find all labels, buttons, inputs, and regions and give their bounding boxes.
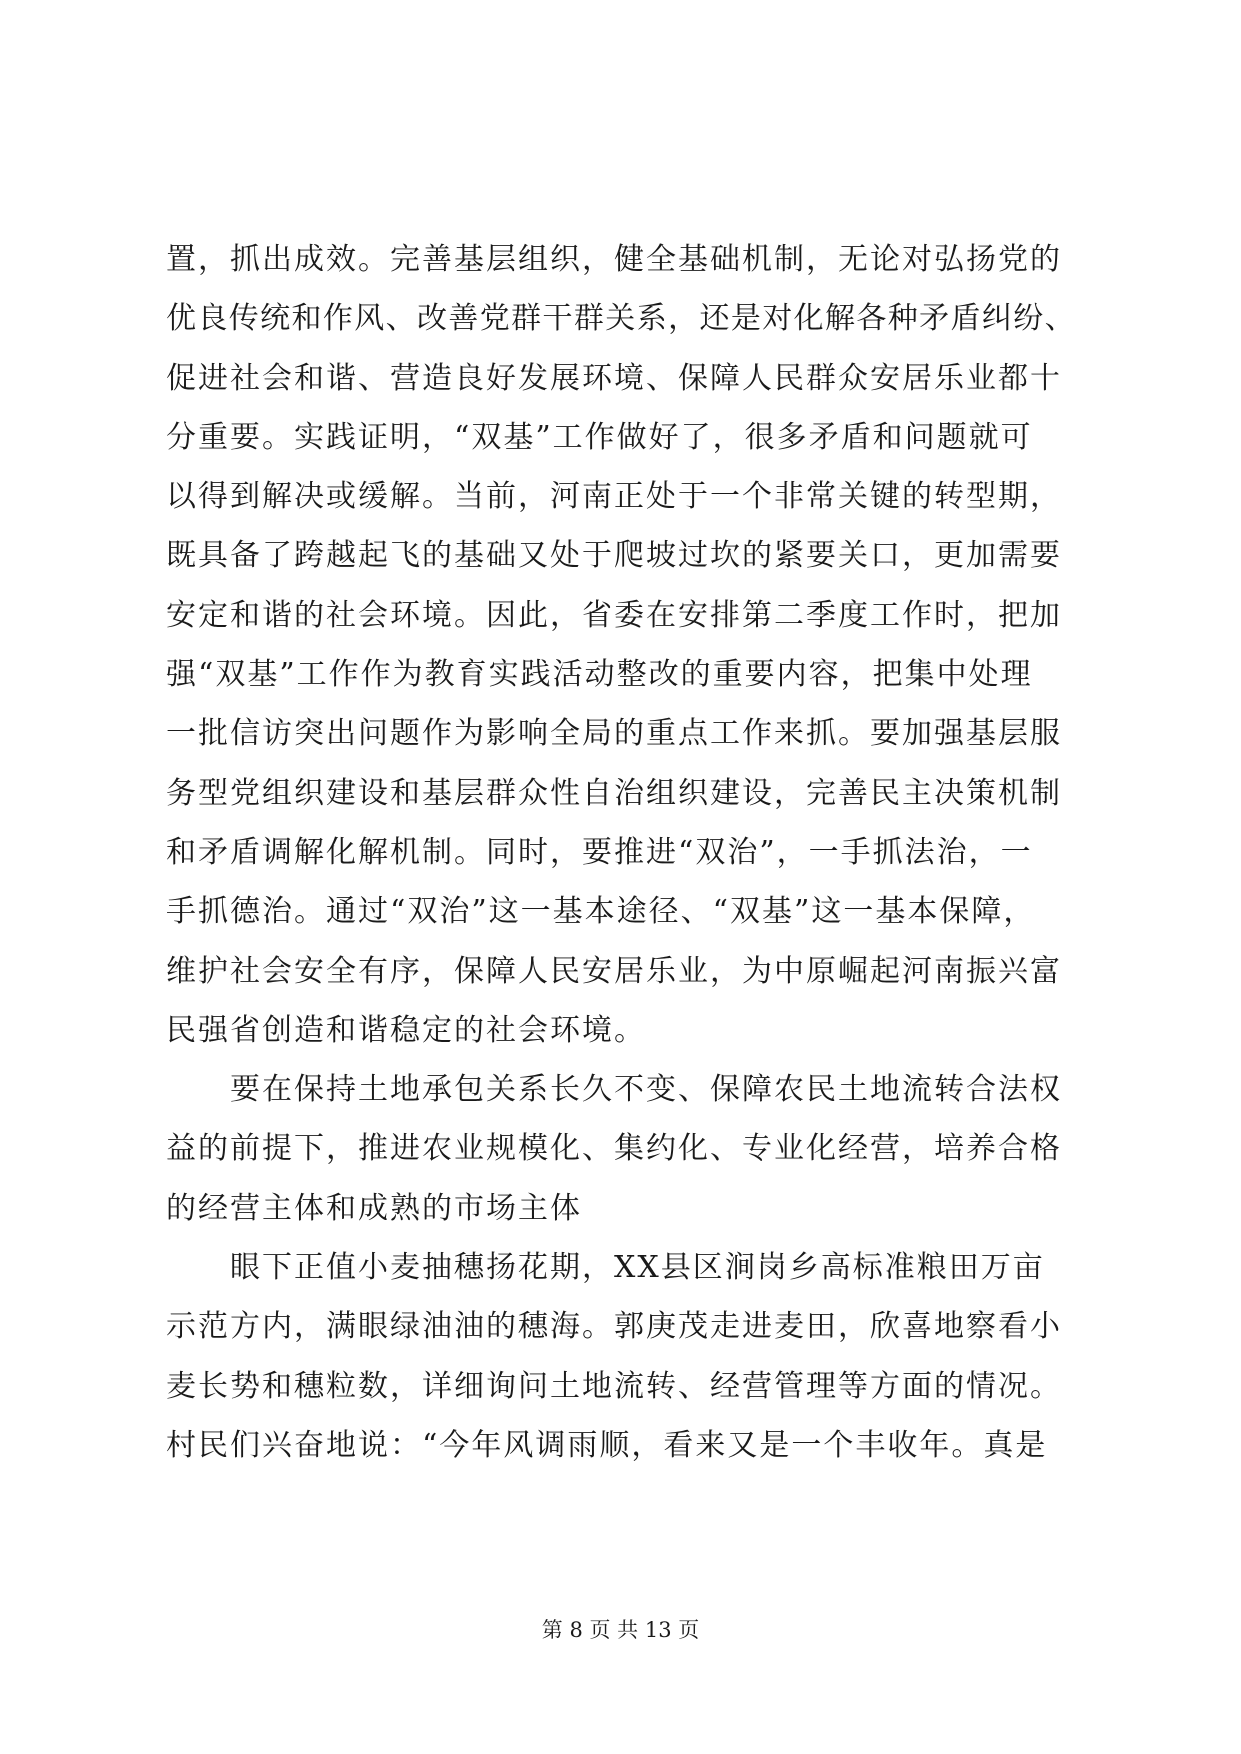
body-text — [166, 230, 1076, 1475]
text-line: 务型党组织建设和基层群众性自治组织建设，完善民主决策机制 — [166, 775, 1062, 811]
text-line: 促进社会和谐、营造良好发展环境、保障人民群众安居乐业都十 — [166, 360, 1062, 396]
text-line: 优良传统和作风、改善党群干群关系，还是对化解各种矛盾纠纷、 — [166, 301, 1076, 337]
text-line: 麦长势和穗粒数，详细询问土地流转、经营管理等方面的情况。 — [166, 1368, 1062, 1404]
text-line: 眼下正值小麦抽穗扬花期，XX县区涧岗乡高标准粮田万亩 — [230, 1250, 1045, 1286]
text-line: 民强省创造和谐稳定的社会环境。 — [166, 1012, 646, 1048]
text-line: 手抓德治。通过“双治”这一基本途径、“双基”这一基本保障， — [166, 894, 1036, 930]
text-line: 要在保持土地承包关系长久不变、保障农民土地流转合法权 — [230, 1072, 1062, 1108]
text-line: 维护社会安全有序，保障人民安居乐业，为中原崛起河南振兴富 — [166, 953, 1062, 989]
text-line: 和矛盾调解化解机制。同时，要推进“双治”，一手抓法治，一 — [166, 834, 1033, 870]
text-line: 益的前提下，推进农业规模化、集约化、专业化经营，培养合格 — [166, 1131, 1062, 1167]
page-number-footer: 第 8 页 共 13 页 — [541, 1618, 700, 1642]
text-line: 以得到解决或缓解。当前，河南正处于一个非常关键的转型期， — [166, 479, 1062, 515]
text-line: 强“双基”工作作为教育实践活动整改的重要内容，把集中处理 — [166, 657, 1033, 693]
text-line: 分重要。实践证明，“双基”工作做好了，很多矛盾和问题就可 — [166, 419, 1033, 455]
text-line: 村民们兴奋地说：“今年风调雨顺，看来又是一个丰收年。真是 — [166, 1427, 1048, 1463]
text-line: 既具备了跨越起飞的基础又处于爬坡过坎的紧要关口，更加需要 — [166, 538, 1062, 574]
text-line: 一批信访突出问题作为影响全局的重点工作来抓。要加强基层服 — [166, 716, 1062, 752]
text-line: 示范方内，满眼绿油油的穗海。郭庚茂走进麦田，欣喜地察看小 — [166, 1309, 1062, 1345]
text-line: 的经营主体和成熟的市场主体 — [166, 1190, 582, 1226]
text-line: 置，抓出成效。完善基层组织，健全基础机制，无论对弘扬党的 — [166, 242, 1062, 277]
text-line: 安定和谐的社会环境。因此，省委在安排第二季度工作时，把加 — [166, 597, 1062, 633]
